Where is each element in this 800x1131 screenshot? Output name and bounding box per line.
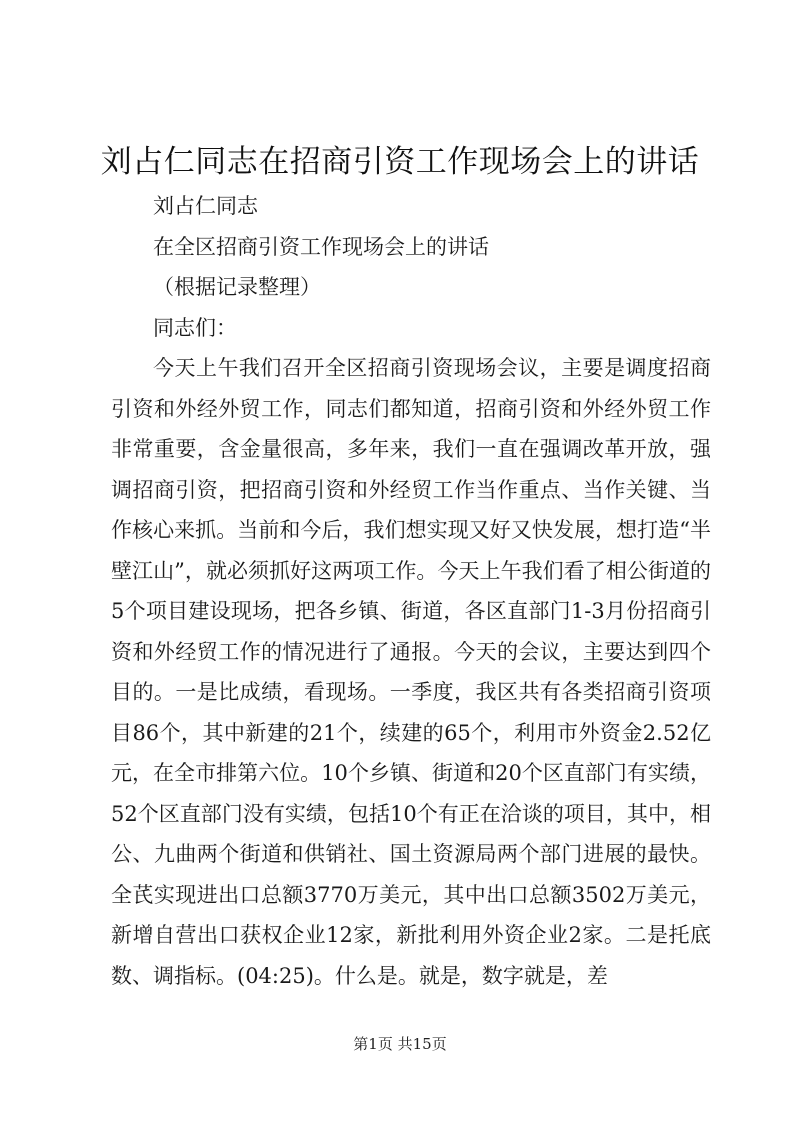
speech-occasion-line: 在全区招商引资工作现场会上的讲话 xyxy=(153,234,489,259)
document-body xyxy=(111,186,711,996)
salutation: 同志们： xyxy=(153,315,237,340)
page-number-footer: 第1页 共15页 xyxy=(353,1035,447,1053)
speech-paragraph: 今天上午我们召开全区招商引资现场会议，主要是调度招商引资和外经外贸工作，同志们都知道，招商引资和外经外贸工作非常重要，含金量很高，多年来，我们一直在强调改革开放，强调招商引资，把招商引资和外经贸工作当作重点、当作关键、当作核心来抓。当前和今后，我们想实现又好又快发展，想打造“半壁江山”，就必须抓好这两项工作。今天上午我们看了相公街道的5个项目建设现场，把各乡镇、街道，各区直部门1-3月份招商引资和外经贸工作的情况进行了通报。今天的会议，主要达到四个目的。一是比成绩，看现场。一季度，我区共有各类招商引资项目86个，其中新建的21个，续建的65个，利用市外资金2.52亿元，在全市排第六位。10个乡镇、街道和20个区直部门有实绩，52个区直部门没有实绩，包括10个有正在洽谈的项目，其中，相公、九曲两个街道和供销社、国土资源局两个部门进展的最快。全芪实现进出口总额3770万美元，其中出口总额3502万美元，新增自营出口获权企业12家，新批利用外资企业2家。二是托底数、调指标。(04:25)。什么是。就是，数字就是，差 xyxy=(111,356,711,988)
document-title: 刘占仁同志在招商引资工作现场会上的讲话 xyxy=(100,144,700,180)
speaker-line: 刘占仁同志 xyxy=(153,194,258,218)
transcript-note: （根据记录整理） xyxy=(153,275,321,299)
